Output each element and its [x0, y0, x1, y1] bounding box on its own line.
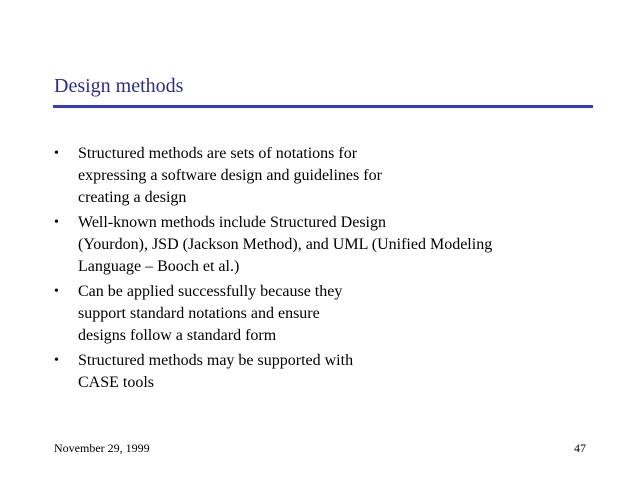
- list-item: [54, 143, 574, 209]
- bullet-text: Can be applied successfully because they support standard notations and ensure designs follow a standard form: [78, 283, 343, 344]
- list-item: [54, 350, 574, 394]
- bullet-icon: •: [54, 353, 59, 368]
- list-item: [54, 212, 574, 278]
- title-divider: [53, 105, 593, 108]
- slide-title: Design methods: [54, 75, 184, 97]
- bullet-text: Well-known methods include Structured Design (Yourdon), JSD (Jackson Method), and UML (Unified Modeling Language – Booch et al.): [78, 214, 493, 275]
- list-item: [54, 281, 574, 347]
- page-number: 47: [574, 441, 586, 455]
- bullet-text: Structured methods may be supported with CASE tools: [78, 352, 354, 391]
- bullet-icon: •: [54, 284, 59, 299]
- footer-date: November 29, 1999: [54, 441, 150, 455]
- bullet-icon: •: [54, 215, 59, 230]
- bullet-list: [54, 143, 574, 397]
- bullet-text: Structured methods are sets of notations for expressing a software design and guidelines for creating a design: [78, 145, 382, 206]
- bullet-icon: •: [54, 146, 59, 161]
